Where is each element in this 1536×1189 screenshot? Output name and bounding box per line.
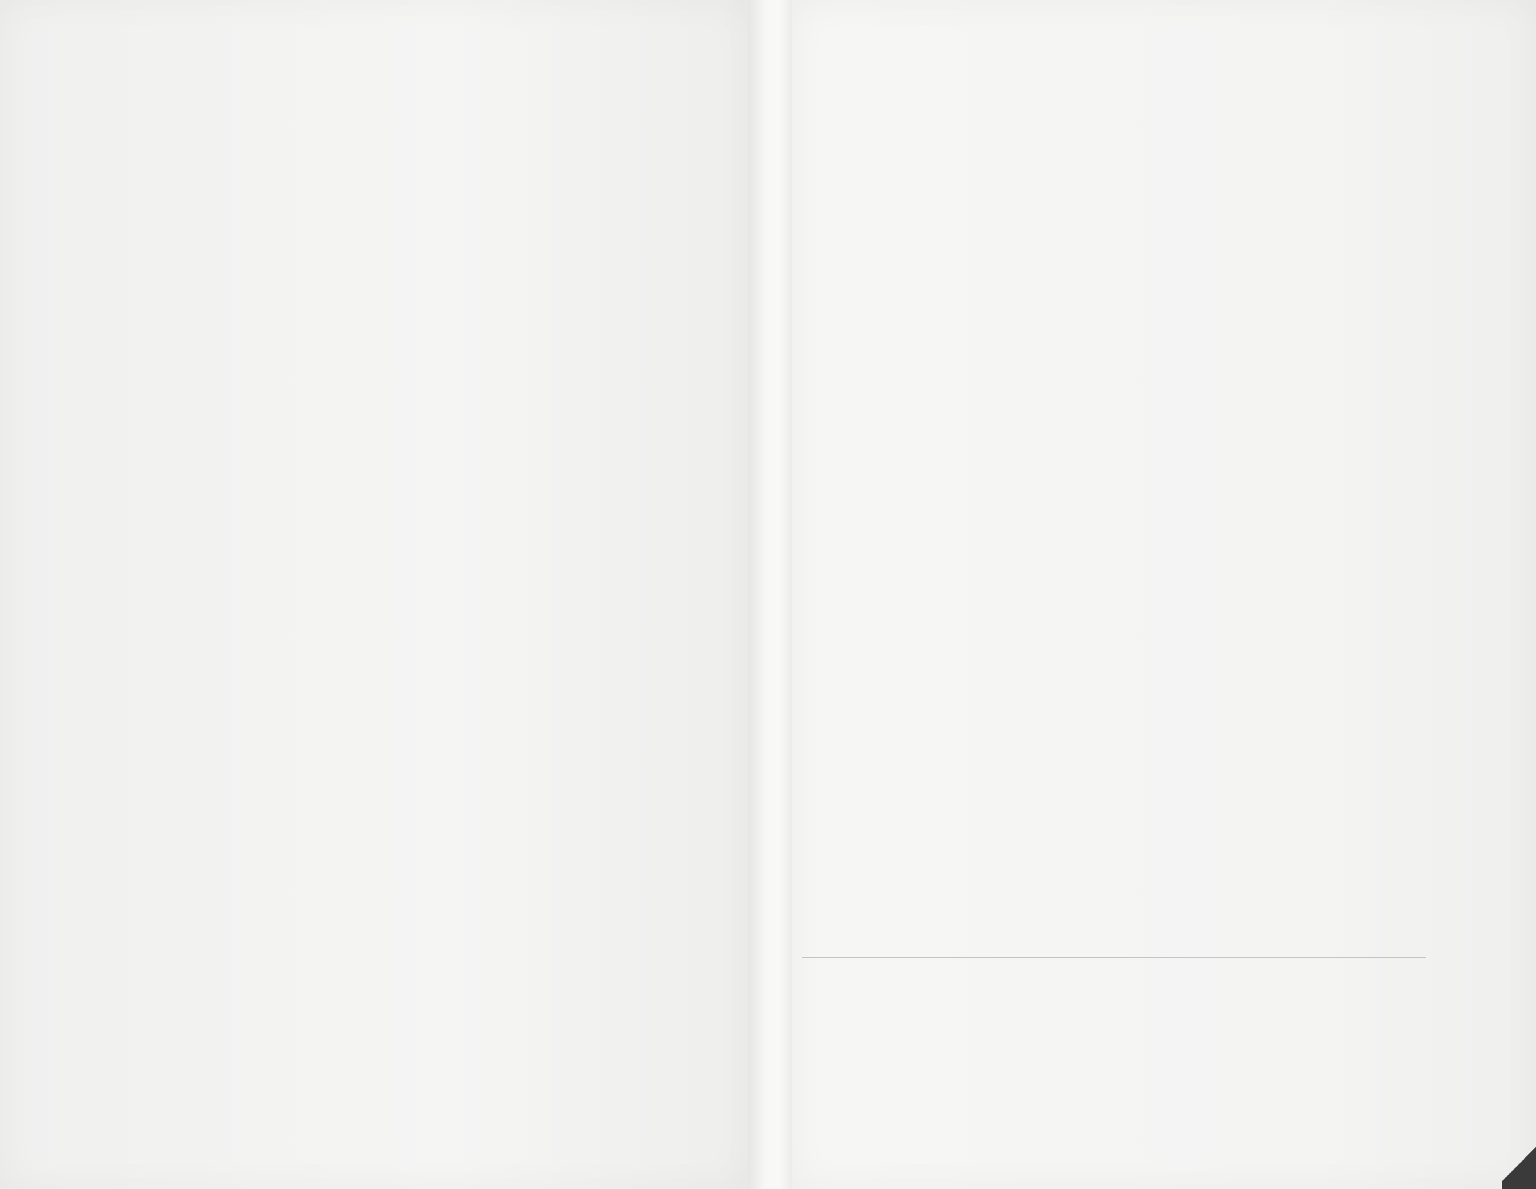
footnote-divider xyxy=(802,957,1426,958)
left-body-text xyxy=(72,92,654,1104)
scan-corner-shadow xyxy=(1502,1139,1536,1189)
right-page xyxy=(792,0,1536,1189)
book-gutter xyxy=(748,0,792,1189)
right-footnotes xyxy=(810,966,1440,1116)
left-page xyxy=(0,0,748,1189)
right-body-text xyxy=(810,92,1444,952)
